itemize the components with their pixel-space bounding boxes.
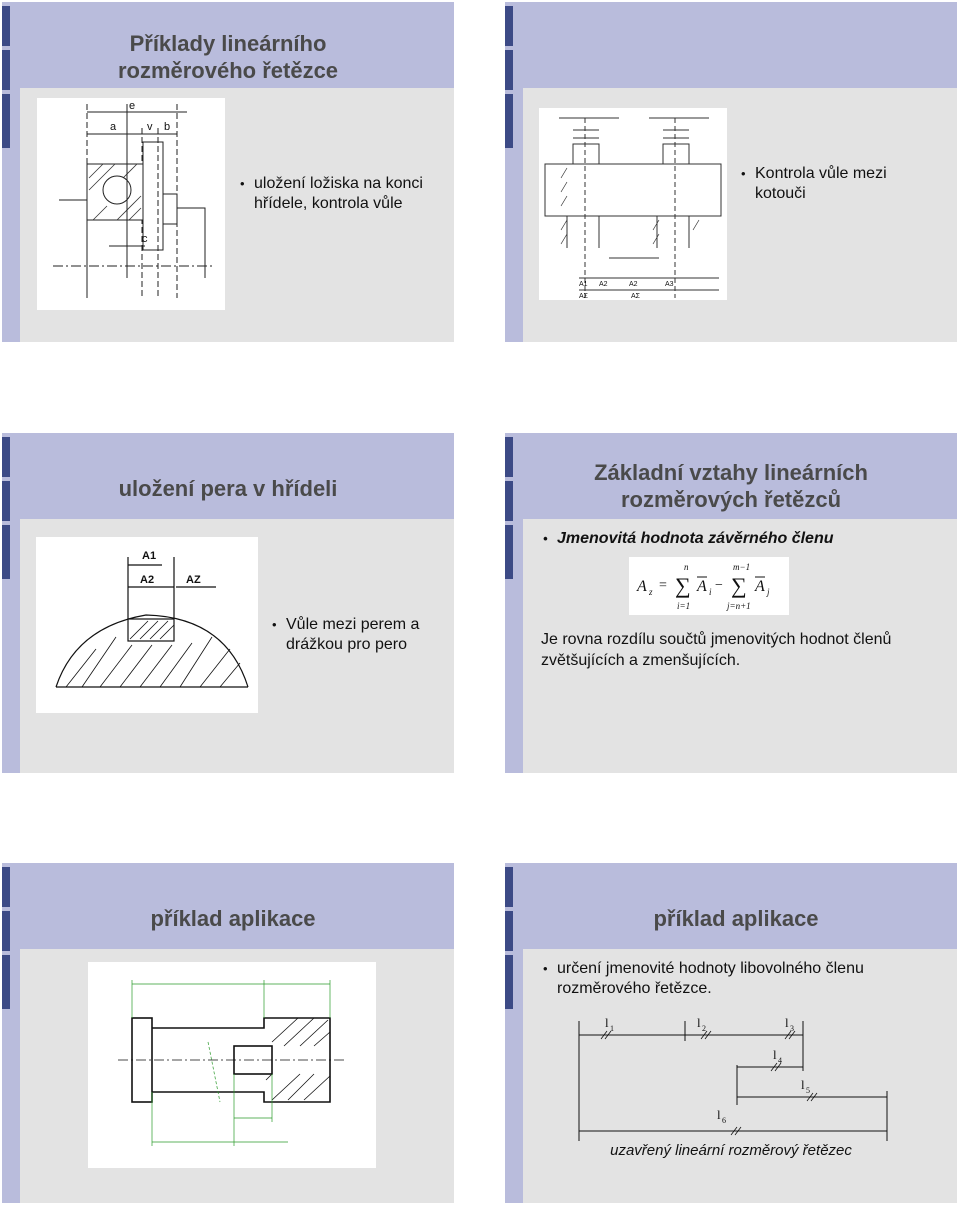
- slide-3: [2, 433, 454, 773]
- slide-title: příklad aplikace: [653, 906, 819, 931]
- slide-header-band: [505, 2, 957, 88]
- slide-tick: [505, 955, 513, 1009]
- chain-label-sub: 4: [778, 1056, 782, 1065]
- slide-tick: [2, 6, 10, 46]
- sum1-top: n: [684, 562, 689, 572]
- dim-label: A1: [142, 550, 157, 562]
- slide-title: uložení pera v hřídeli: [118, 476, 338, 501]
- shaft-drawing-svg: [88, 962, 376, 1168]
- slide-title: Příklady lineárního rozměrového řetězce: [117, 31, 339, 83]
- term1-sub: i: [709, 587, 712, 597]
- chain-label-sub: 6: [722, 1116, 726, 1125]
- dim-label: AΣ: [631, 293, 640, 300]
- slide-tick: [505, 437, 513, 477]
- slide-tick: [2, 481, 10, 521]
- slide-title: Základní vztahy lineárních rozměrových řetězců: [594, 460, 868, 512]
- sum-sign: ∑: [731, 573, 747, 598]
- slide-title: příklad aplikace: [150, 906, 316, 931]
- bullet-text: • Vůle mezi perem a drážkou pro pero: [286, 615, 451, 655]
- bearing-drawing: [37, 98, 225, 310]
- dim-label: AZ: [186, 574, 201, 586]
- chain-label: l: [785, 1015, 789, 1030]
- term2-sub: j: [767, 587, 770, 597]
- subheading: • Jmenovitá hodnota závěrného členu: [557, 529, 947, 549]
- dim-label: A1: [579, 281, 588, 288]
- slide-tick: [2, 50, 10, 90]
- slide-2: [505, 2, 957, 342]
- sum2-bottom: j=n+1: [727, 601, 751, 611]
- disc-drawing-svg: [539, 108, 727, 300]
- dim-label: A3: [665, 281, 674, 288]
- term2: A: [755, 578, 765, 595]
- slide-tick: [2, 867, 10, 907]
- chain-label-sub: 3: [790, 1024, 794, 1033]
- slide-6: [505, 863, 957, 1203]
- dim-label: A2: [599, 281, 608, 288]
- key-drawing: [36, 537, 258, 713]
- slide-tick: [505, 911, 513, 951]
- shaft-drawing: [88, 962, 376, 1168]
- slide-tick: [505, 6, 513, 46]
- dim-label: a: [110, 121, 117, 133]
- dim-label: b: [164, 121, 171, 133]
- slide-tick: [505, 867, 513, 907]
- key-drawing-svg: [36, 537, 258, 713]
- dim-label: c: [142, 233, 148, 245]
- slide-4: [505, 433, 957, 773]
- bullet-text: • určení jmenovité hodnoty libovolného členu rozměrového řetězce.: [557, 959, 937, 999]
- chain-label: l: [717, 1107, 721, 1122]
- slide-tick: [2, 911, 10, 951]
- slide-tick: [2, 437, 10, 477]
- dim-label: e: [129, 100, 136, 112]
- formula-lhs-sub: z: [649, 587, 653, 597]
- slide-tick: [2, 525, 10, 579]
- slide-tick: [505, 94, 513, 148]
- term1: A: [697, 578, 707, 595]
- dim-label: A2: [140, 574, 155, 586]
- chain-caption: uzavřený lineární rozměrový řetězec: [610, 1142, 852, 1159]
- slide-tick: [505, 481, 513, 521]
- slide-tick: [505, 525, 513, 579]
- dim-label: v: [147, 121, 153, 133]
- slide-1: [2, 2, 454, 342]
- bearing-drawing-svg: [37, 98, 225, 310]
- bullet-text: • Kontrola vůle mezi kotouči: [755, 164, 935, 204]
- slide-tick: [2, 94, 10, 148]
- chain-label-sub: 5: [806, 1086, 810, 1095]
- slide-tick: [2, 955, 10, 1009]
- sum2-top: m−1: [733, 562, 751, 572]
- sum-sign: ∑: [675, 573, 691, 598]
- sum1-bottom: i=1: [677, 601, 691, 611]
- chain-label: l: [773, 1047, 777, 1062]
- chain-label-sub: 1: [610, 1024, 614, 1033]
- formula-svg: [629, 557, 789, 615]
- minus-sign: −: [715, 578, 723, 593]
- dim-label: A2: [629, 281, 638, 288]
- chain-label: l: [605, 1015, 609, 1030]
- chain-label: l: [801, 1077, 805, 1092]
- dim-label: AΣ: [579, 293, 588, 300]
- slide-tick: [505, 50, 513, 90]
- chain-label-sub: 2: [702, 1024, 706, 1033]
- formula-lhs: A: [637, 578, 647, 595]
- slide-5: [2, 863, 454, 1203]
- formula-box: [629, 557, 789, 615]
- chain-label: l: [697, 1015, 701, 1030]
- body-text: Je rovna rozdílu součtů jmenovitých hodnot členů zvětšujících a zmenšujících.: [541, 631, 892, 669]
- bullet-text: • uložení ložiska na konci hřídele, kontrola vůle: [254, 174, 434, 214]
- disc-drawing: [539, 108, 727, 300]
- equals-sign: =: [659, 578, 667, 593]
